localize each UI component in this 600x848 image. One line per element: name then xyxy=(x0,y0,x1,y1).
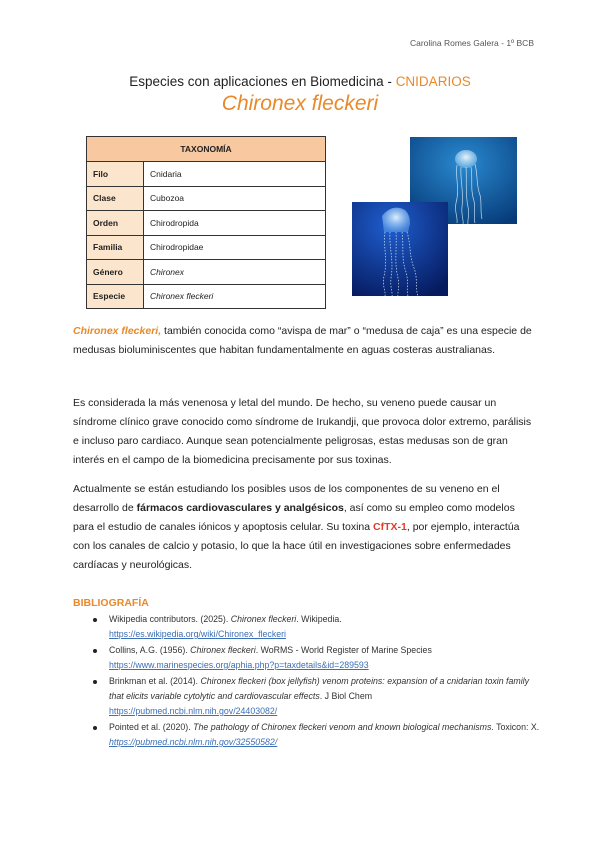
taxonomy-key: Familia xyxy=(87,235,144,260)
taxonomy-key: Género xyxy=(87,260,144,285)
ref-authors: Pointed et al. (2020). xyxy=(109,722,194,732)
taxonomy-value: Chirodropidae xyxy=(144,235,326,260)
research-text-b: , así como su empleo como modelos para el estudio de canales iónicos y apoptosis celular. Su toxina xyxy=(73,502,515,533)
taxonomy-row xyxy=(87,235,326,260)
venom-paragraph: Es considerada la más venenosa y letal del mundo. De hecho, su veneno puede causar un síndrome clínico grave conocido como síndrome de Irukandji, que provoca dolor extremo, parálisis e incluso paro cardiaco. Aunque sean potencialmente peligrosas, estas medusas son de gran interés en el campo de la biomedicina precisamente por sus toxinas. xyxy=(73,397,532,466)
taxonomy-row xyxy=(87,211,326,236)
taxonomy-header-row xyxy=(87,137,326,162)
taxonomy-row xyxy=(87,284,326,309)
bullet-icon xyxy=(93,680,97,684)
ref-source: . Toxicon: X. xyxy=(491,722,540,732)
bibliography-item xyxy=(73,643,543,673)
taxonomy-value: Chirodropida xyxy=(144,211,326,236)
ref-authors: Collins, A.G. (1956). xyxy=(109,645,191,655)
taxonomy-table xyxy=(86,136,326,309)
taxonomy-row xyxy=(87,162,326,187)
taxonomy-key: Clase xyxy=(87,186,144,211)
taxonomy-heading: TAXONOMÍA xyxy=(87,137,326,162)
bibliography-title: BIBLIOGRAFÍA xyxy=(73,597,149,609)
ref-title: The pathology of Chironex fleckeri venom and known biological mechanisms xyxy=(193,722,492,732)
ref-title: Chironex fleckeri xyxy=(190,645,256,655)
bibliography-item xyxy=(73,674,543,719)
ref-authors: Wikipedia contributors. (2025). xyxy=(109,614,231,624)
ref-authors: Brinkman et al. (2014). xyxy=(109,676,201,686)
bibliography-item xyxy=(73,612,543,642)
bibliography-item xyxy=(73,720,543,750)
taxonomy-value: Chironex fleckeri xyxy=(144,284,326,309)
intro-text: también conocida como “avispa de mar” o “medusa de caja” es una especie de medusas bioluminiscentes que habitan fundamentalmente en aguas costeras australianas. xyxy=(73,325,532,356)
taxonomy-key: Especie xyxy=(87,284,144,309)
drugs-highlight: fármacos cardiovasculares y analgésicos xyxy=(136,502,344,514)
taxonomy-value: Cubozoa xyxy=(144,186,326,211)
ref-title: Chironex fleckeri (box jellyfish) venom proteins: expansion of a cnidarian toxin family that elicits variable cytolytic and cardiovascular effects xyxy=(109,676,530,701)
toxin-highlight: CfTX-1 xyxy=(373,521,407,533)
ref-link[interactable]: https://www.marinespecies.org/aphia.php?p=taxdetails&id=289593 xyxy=(109,660,369,670)
jellyfish-photo-2 xyxy=(352,202,448,296)
taxonomy-value: Cnidaria xyxy=(144,162,326,187)
ref-source: . J Biol Chem xyxy=(319,691,373,701)
bullet-icon xyxy=(93,618,97,622)
ref-source: . WoRMS - World Register of Marine Species xyxy=(255,645,432,655)
bibliography-list xyxy=(73,612,543,751)
research-paragraph xyxy=(73,480,533,575)
ref-source: . Wikipedia. xyxy=(296,614,342,624)
taxonomy-key: Orden xyxy=(87,211,144,236)
taxonomy-row xyxy=(87,260,326,285)
taxonomy-value: Chironex xyxy=(144,260,326,285)
research-text-a: Actualmente se están estudiando los posibles usos de los componentes de su veneno en el desarrollo de xyxy=(73,483,500,514)
research-text-c: , por ejemplo, interactúa con los canales de calcio y potasio, lo que la hace útil en investigaciones sobre enfermedades cardíacas y neurológicas. xyxy=(73,521,520,571)
ref-title: Chironex fleckeri xyxy=(230,614,297,624)
taxonomy-key: Filo xyxy=(87,162,144,187)
author-header: Carolina Romes Galera - 1º BCB xyxy=(409,38,534,48)
species-title: Chironex fleckeri xyxy=(221,92,379,115)
bullet-icon xyxy=(93,726,97,730)
document-title xyxy=(0,74,600,89)
title-prefix: Especies con aplicaciones en Biomedicina - xyxy=(129,74,396,89)
species-name-highlight: Chironex fleckeri, xyxy=(73,325,162,337)
ref-link[interactable]: https://pubmed.ncbi.nlm.nih.gov/24403082/ xyxy=(109,706,278,716)
ref-link[interactable]: https://pubmed.ncbi.nlm.nih.gov/32550582/ xyxy=(109,737,278,747)
bullet-icon xyxy=(93,649,97,653)
title-category: CNIDARIOS xyxy=(395,74,471,89)
ref-link[interactable]: https://es.wikipedia.org/wiki/Chironex_fleckeri xyxy=(109,629,286,639)
intro-paragraph xyxy=(73,322,533,360)
taxonomy-row xyxy=(87,186,326,211)
